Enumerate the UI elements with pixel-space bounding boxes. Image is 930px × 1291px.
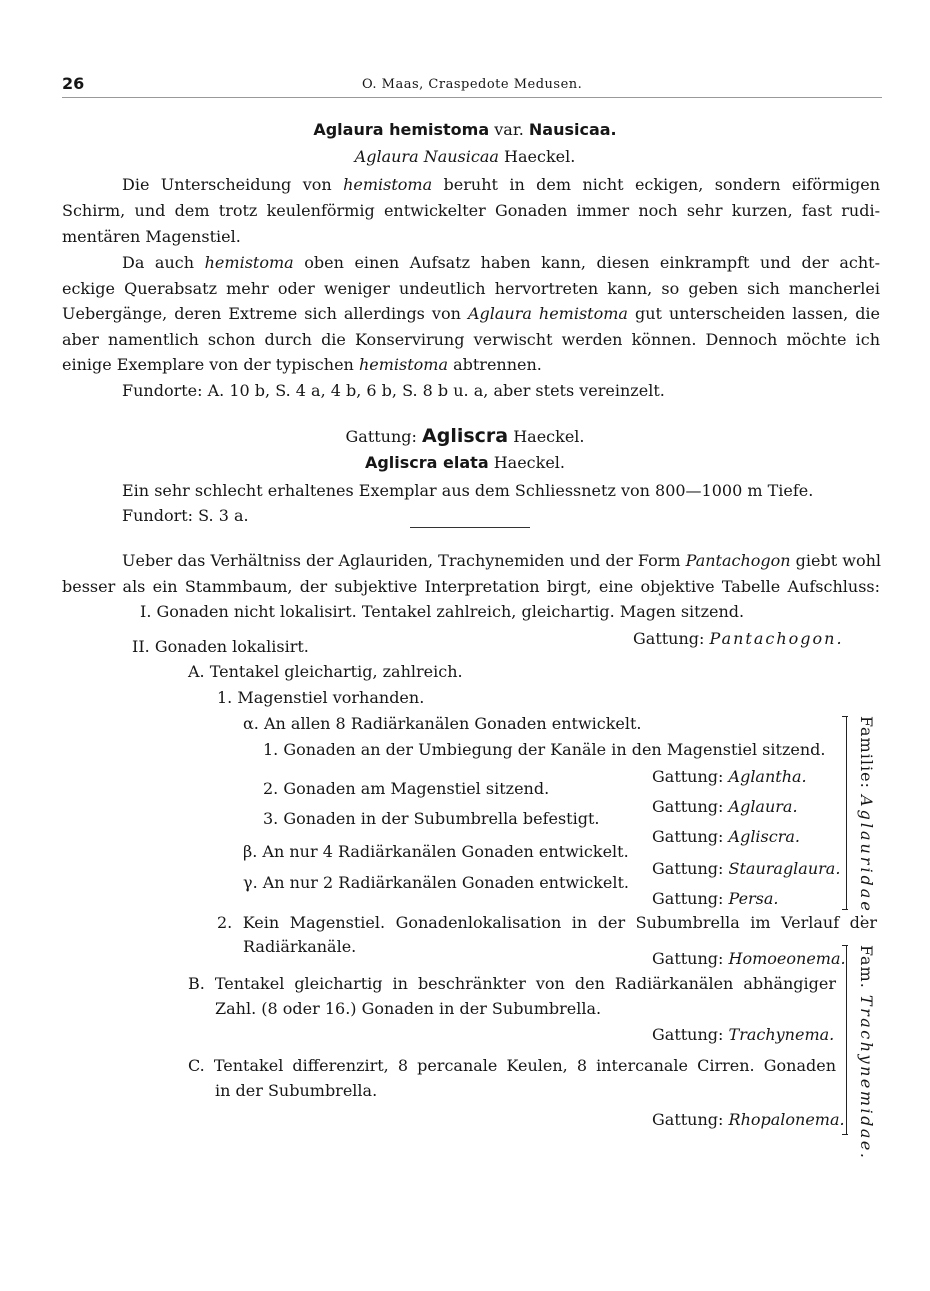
paragraph-2-line-4: aber namentlich schon durch die Konservirung verwischt werden können. Dennoch möchte ich xyxy=(62,330,880,349)
fundorte: Fundorte: A. 10 b, S. 4 a, 4 b, 6 b, S. 8 b u. a, aber stets vereinzelt. xyxy=(122,381,665,400)
table-C-line-2: in der Subumbrella. xyxy=(215,1081,378,1100)
fam-label: Fam. Trachynemidae. xyxy=(857,945,876,1161)
familie-label: Familie: Aglauridae. xyxy=(857,716,876,922)
paragraph-1-line-1: Die Unterscheidung von hemistoma beruht in dem nicht eckigen, sondern eiförmigen xyxy=(122,175,880,194)
paragraph-1-line-3: mentären Magenstiel. xyxy=(62,227,241,246)
species-heading: Agliscra elata Haeckel. xyxy=(364,453,566,472)
table-alpha-1: 1. Gonaden an der Umbiegung der Kanäle in den Magenstiel sitzend. xyxy=(263,740,826,759)
table-A1: 1. Magenstiel vorhanden. xyxy=(217,688,425,707)
familie-bracket xyxy=(840,716,847,910)
gattung-persa: Gattung: Persa. xyxy=(652,889,779,908)
table-I: I. Gonaden nicht lokalisirt. Tentakel zahlreich, gleichartig. Magen sitzend. xyxy=(140,602,745,621)
table-alpha-3: 3. Gonaden in der Subumbrella befestigt. xyxy=(263,809,600,828)
paragraph-2-line-2: eckige Querabsatz mehr oder weniger undeutlich hervortreten kann, so geben sich mancherlei xyxy=(62,279,880,298)
table-A: A. Tentakel gleichartig, zahlreich. xyxy=(188,662,463,681)
species-title: Aglaura hemistoma var. Nausicaa. xyxy=(313,120,617,139)
gattung-pantachogon: Gattung: Pantachogon. xyxy=(633,629,844,648)
table-gamma: γ. An nur 2 Radiärkanälen Gonaden entwickelt. xyxy=(243,873,629,892)
paragraph-2-line-5: einige Exemplare von der typischen hemistoma abtrennen. xyxy=(62,355,542,374)
agliscra-line-1: Ein sehr schlecht erhaltenes Exemplar aus dem Schliessnetz von 800—1000 m Tiefe. xyxy=(122,481,814,500)
paragraph-2-line-1: Da auch hemistoma oben einen Aufsatz haben kann, diesen einkrampft und der acht- xyxy=(122,253,881,272)
table-alpha-2: 2. Gonaden am Magenstiel sitzend. xyxy=(263,779,550,798)
table-C-line-1: C. Tentakel differenzirt, 8 percanale Keulen, 8 intercanale Cirren. Gonaden xyxy=(188,1056,836,1075)
header-rule xyxy=(62,97,882,98)
agliscra-line-2: Fundort: S. 3 a. xyxy=(122,506,249,525)
intro-line-2: besser als ein Stammbaum, der subjektive Interpretation birgt, eine objektive Tabelle Aufschluss: xyxy=(62,577,880,596)
gattung-aglantha: Gattung: Aglantha. xyxy=(652,767,807,786)
table-B-line-1: B. Tentakel gleichartig in beschränkter von den Radiärkanälen abhängiger xyxy=(188,974,836,993)
gattung-trachynema: Gattung: Trachynema. xyxy=(652,1025,835,1044)
species-synonym: Aglaura Nausicaa Haeckel. xyxy=(354,147,576,166)
gattung-homoeonema: Gattung: Homoeonema. xyxy=(652,949,846,968)
table-alpha: α. An allen 8 Radiärkanälen Gonaden entwickelt. xyxy=(243,714,642,733)
genus-heading: Gattung: Agliscra Haeckel. xyxy=(345,425,585,447)
gattung-stauraglaura: Gattung: Stauraglaura. xyxy=(652,859,841,878)
section-rule xyxy=(410,527,530,528)
paragraph-1-line-2: Schirm, und dem trotz keulenförmig entwickelter Gonaden immer noch sehr kurzen, fast rudi- xyxy=(62,201,880,220)
gattung-rhopalonema: Gattung: Rhopalonema. xyxy=(652,1110,845,1129)
gattung-agliscra: Gattung: Agliscra. xyxy=(652,827,800,846)
table-II: II. Gonaden lokalisirt. xyxy=(132,637,309,656)
fam-bracket xyxy=(840,945,847,1135)
paragraph-2-line-3: Uebergänge, deren Extreme sich allerdings von Aglaura hemistoma gut unterscheiden lassen, die xyxy=(62,304,881,323)
page-number: 26 xyxy=(62,74,85,93)
table-A2-line-1: 2. Kein Magenstiel. Gonadenlokalisation in der Subumbrella im Verlauf der xyxy=(217,913,877,932)
table-B-line-2: Zahl. (8 oder 16.) Gonaden in der Subumbrella. xyxy=(215,999,602,1018)
table-A2-line-2: Radiärkanäle. xyxy=(243,937,357,956)
gattung-aglaura: Gattung: Aglaura. xyxy=(652,797,798,816)
intro-line-1: Ueber das Verhältniss der Aglauriden, Trachynemiden und der Form Pantachogon giebt wohl xyxy=(122,551,882,570)
running-title: O. Maas, Craspedote Medusen. xyxy=(362,77,583,92)
table-beta: β. An nur 4 Radiärkanälen Gonaden entwickelt. xyxy=(243,842,629,861)
